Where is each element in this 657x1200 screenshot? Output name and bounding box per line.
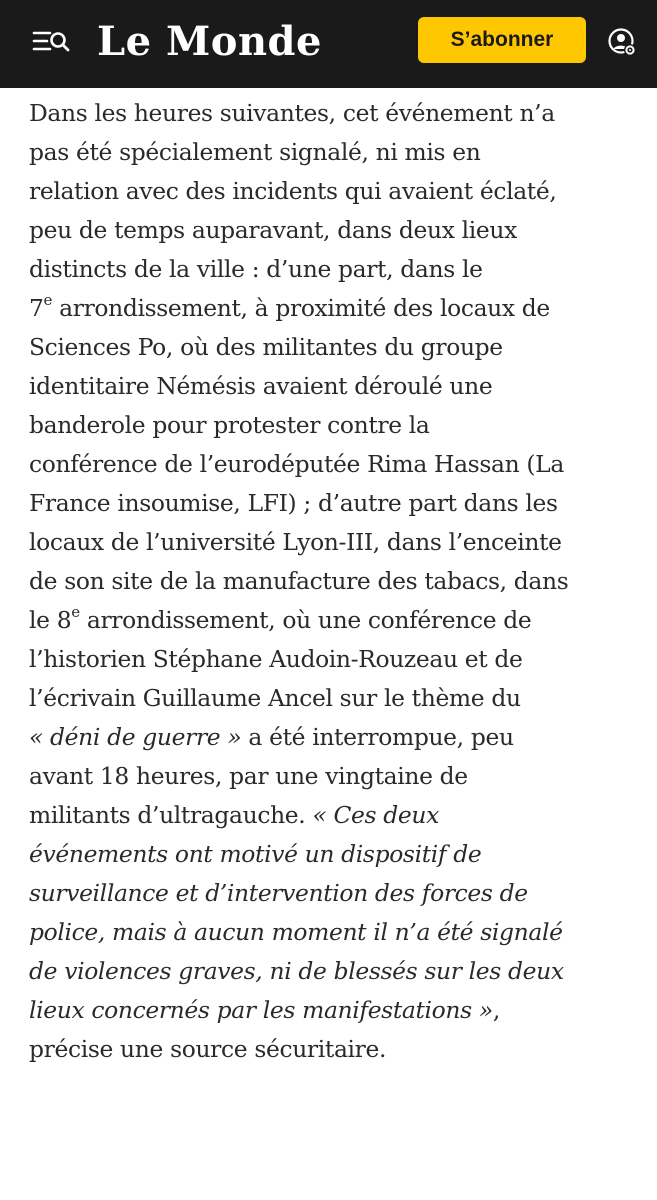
article-line: l’écrivain Guillaume Ancel sur le thème du [29,684,521,712]
article-line: Dans les heures suivantes, cet événement n’a [29,99,555,127]
article-line [29,874,641,913]
article-line [29,601,641,640]
line-text: militants d’ultragauche. [29,801,313,829]
article-line: conférence de l’eurodéputée Rima Hassan (La [29,450,564,478]
line-text: le 8 [29,606,72,634]
article-line: avant 18 heures, par une vingtaine de [29,762,468,790]
article-line [29,289,641,328]
quote-text: lieux concernés par les manifestations » [29,996,493,1024]
line-text: , [492,996,500,1024]
line-text: a été interrompue, peu [241,723,514,751]
article-line: locaux de l’université Lyon-III, dans l’enceinte [29,528,562,556]
article-line: relation avec des incidents qui avaient éclaté, [29,177,557,205]
ordinal-suffix: e [43,291,53,310]
top-bar [0,0,657,88]
article-line [29,835,641,874]
article-line: distincts de la ville : d’une part, dans le [29,255,483,283]
article-line: l’historien Stéphane Audoin-Rouzeau et de [29,645,523,673]
quote-text: police, mais à aucun moment il n’a été signalé [29,918,563,946]
line-text: arrondissement, où une conférence de [79,606,532,634]
article-line: peu de temps auparavant, dans deux lieux [29,216,517,244]
article-line: de son site de la manufacture des tabacs, dans [29,567,569,595]
account-settings-icon[interactable] [606,26,638,58]
quote-text: de violences graves, ni de blessés sur les deux [29,957,564,985]
article-line [29,991,641,1030]
article-line: France insoumise, LFI) ; d’autre part dans les [29,489,558,517]
subscribe-button[interactable]: S’abonner [418,17,586,63]
site-logo[interactable]: Le Monde [97,18,322,65]
article-body [29,94,641,1069]
article-line: Sciences Po, où des militantes du groupe [29,333,503,361]
article-line [29,952,641,991]
article-line [29,913,641,952]
article-line: banderole pour protester contre la [29,411,430,439]
quote-text: surveillance et d’intervention des forces de [29,879,528,907]
article-line [29,718,641,757]
article-line: précise une source sécuritaire. [29,1035,387,1063]
ordinal-suffix: e [71,603,80,622]
quote-text: « déni de guerre » [29,723,242,751]
article-line: identitaire Némésis avaient déroulé une [29,372,493,400]
article-line [29,796,641,835]
menu-search-icon[interactable] [30,26,72,58]
article-line: pas été spécialement signalé, ni mis en [29,138,481,166]
line-text: arrondissement, à proximité des locaux de [52,294,550,322]
ordinal-number: 7 [29,294,44,322]
quote-text: « Ces deux [312,801,439,829]
quote-text: événements ont motivé un dispositif de [29,840,482,868]
